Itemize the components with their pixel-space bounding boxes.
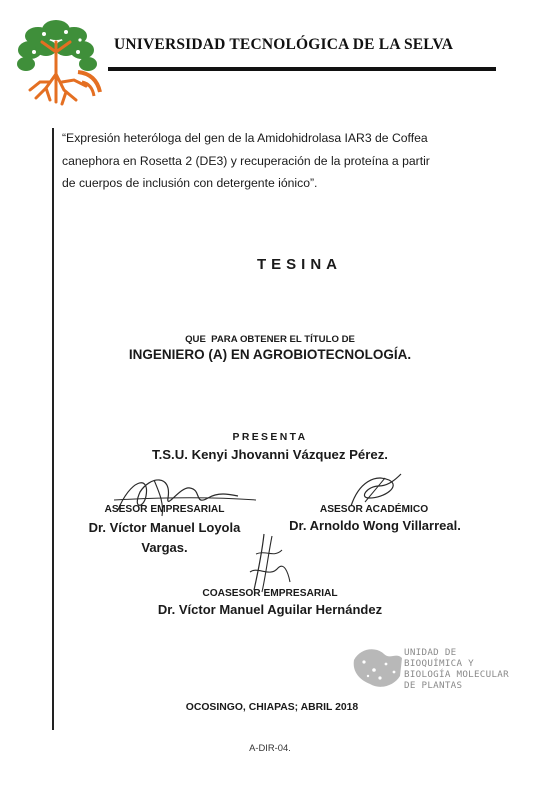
co-advisor-role: COASESOR EMPRESARIAL	[202, 588, 338, 599]
academic-advisor-name: Dr. Arnoldo Wong Villarreal.	[289, 518, 461, 533]
academic-advisor-role: ASESOR ACADÉMICO	[319, 504, 429, 515]
document-type: TESINA	[256, 256, 342, 273]
header-rule	[108, 67, 496, 71]
thesis-title-line: “Expresión heteróloga del gen de la Amidohidrolasa IAR3 de Coffea	[62, 131, 428, 145]
student-name: T.S.U. Kenyi Jhovanni Vázquez Pérez.	[152, 447, 388, 462]
business-advisor-role: ASESOR EMPRESARIAL	[104, 504, 225, 515]
university-name: UNIVERSIDAD TECNOLÓGICA DE LA SELVA	[114, 36, 454, 53]
place-and-date: OCOSINGO, CHIAPAS; ABRIL 2018	[185, 702, 359, 713]
thesis-title-line: de cuerpos de inclusión con detergente iónico”.	[62, 176, 318, 190]
presenter-label: PRESENTA	[232, 432, 308, 443]
business-advisor-name-line: Dr. Víctor Manuel Loyola	[88, 520, 241, 535]
business-advisor-name-line: Vargas.	[141, 540, 188, 555]
co-advisor-name: Dr. Víctor Manuel Aguilar Hernández	[157, 602, 383, 617]
degree-purpose: QUE PARA OBTENER EL TÍTULO DE	[185, 334, 355, 345]
stamp-line: DE PLANTAS	[404, 680, 463, 691]
co-advisor-signature	[244, 532, 294, 594]
university-tree-logo	[16, 12, 104, 108]
business-advisor-name	[62, 518, 267, 558]
lab-stamp-text	[404, 647, 539, 691]
thesis-title	[62, 127, 492, 195]
stamp-line: BIOQUÍMICA Y	[404, 658, 474, 669]
side-rule	[52, 128, 54, 730]
document-code: A-DIR-04.	[249, 742, 291, 753]
thesis-title-line: canephora en Rosetta 2 (DE3) y recuperación de la proteína a partir	[62, 153, 430, 168]
degree-name: INGENIERO (A) EN AGROBIOTECNOLOGÍA.	[128, 347, 412, 362]
stamp-line: BIOLOGÍA MOLECULAR	[404, 669, 509, 680]
stamp-line: UNIDAD DE	[404, 647, 457, 658]
